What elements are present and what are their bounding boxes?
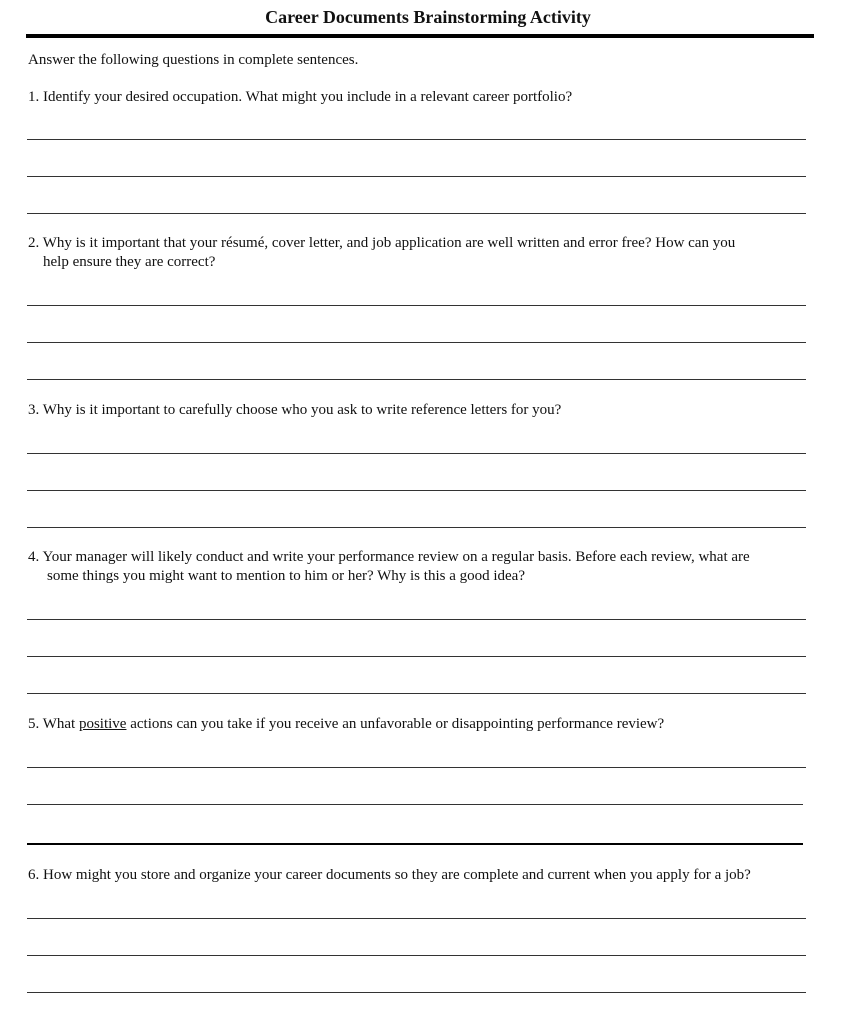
question-5 <box>28 715 808 734</box>
question-4-answer-line-2[interactable] <box>27 656 806 657</box>
question-4-answer-line-3[interactable] <box>27 693 806 694</box>
question-3 <box>28 401 808 420</box>
question-3-answer-line-2[interactable] <box>27 490 806 491</box>
question-1-text: Identify your desired occupation. What might you include in a relevant career portfolio? <box>43 89 573 105</box>
question-2-answer-line-2[interactable] <box>27 342 806 343</box>
worksheet-title: Career Documents Brainstorming Activity <box>265 7 591 27</box>
question-5-answer-line-2[interactable] <box>27 804 803 805</box>
question-3-answer-line-3[interactable] <box>27 527 806 528</box>
question-4-text-line-2: some things you might want to mention to him or her? Why is this a good idea? <box>47 568 525 584</box>
question-2 <box>28 234 808 272</box>
question-3-answer-line-1[interactable] <box>27 453 806 454</box>
question-5-text-before: What <box>42 716 76 732</box>
question-4-number: 4. <box>28 549 40 565</box>
question-5-answer-line-3[interactable] <box>27 843 803 845</box>
question-1 <box>28 88 808 107</box>
question-2-answer-line-3[interactable] <box>27 379 806 380</box>
question-6-text: How might you store and organize your career documents so they are complete and current when you apply for a job? <box>43 867 751 883</box>
question-6-answer-line-3[interactable] <box>27 992 806 993</box>
instructions-text: Answer the following questions in complete sentences. <box>28 52 359 68</box>
question-5-answer-line-1[interactable] <box>27 767 806 768</box>
question-5-emphasis: positive <box>78 716 127 732</box>
question-1-number: 1. <box>28 89 40 105</box>
question-2-number: 2. <box>28 235 40 251</box>
question-4-answer-line-1[interactable] <box>27 619 806 620</box>
title-divider <box>26 34 814 38</box>
question-1-answer-line-1[interactable] <box>27 139 806 140</box>
question-3-number: 3. <box>28 402 40 418</box>
question-1-answer-line-3[interactable] <box>27 213 806 214</box>
question-4 <box>28 548 808 586</box>
question-2-answer-line-1[interactable] <box>27 305 806 306</box>
question-6-answer-line-2[interactable] <box>27 955 806 956</box>
question-2-text-line-1: Why is it important that your résumé, cover letter, and job application are well written and error free? How can you <box>42 235 736 251</box>
question-6-number: 6. <box>28 867 40 883</box>
question-5-text-after: actions can you take if you receive an unfavorable or disappointing performance review? <box>130 716 665 732</box>
question-1-answer-line-2[interactable] <box>27 176 806 177</box>
question-6 <box>28 866 808 885</box>
question-3-text: Why is it important to carefully choose who you ask to write reference letters for you? <box>42 402 562 418</box>
question-2-text-line-2: help ensure they are correct? <box>43 254 216 270</box>
question-4-text-line-1: Your manager will likely conduct and write your performance review on a regular basis. Before each review, what are <box>42 549 750 565</box>
question-6-answer-line-1[interactable] <box>27 918 806 919</box>
question-5-number: 5. <box>28 716 40 732</box>
